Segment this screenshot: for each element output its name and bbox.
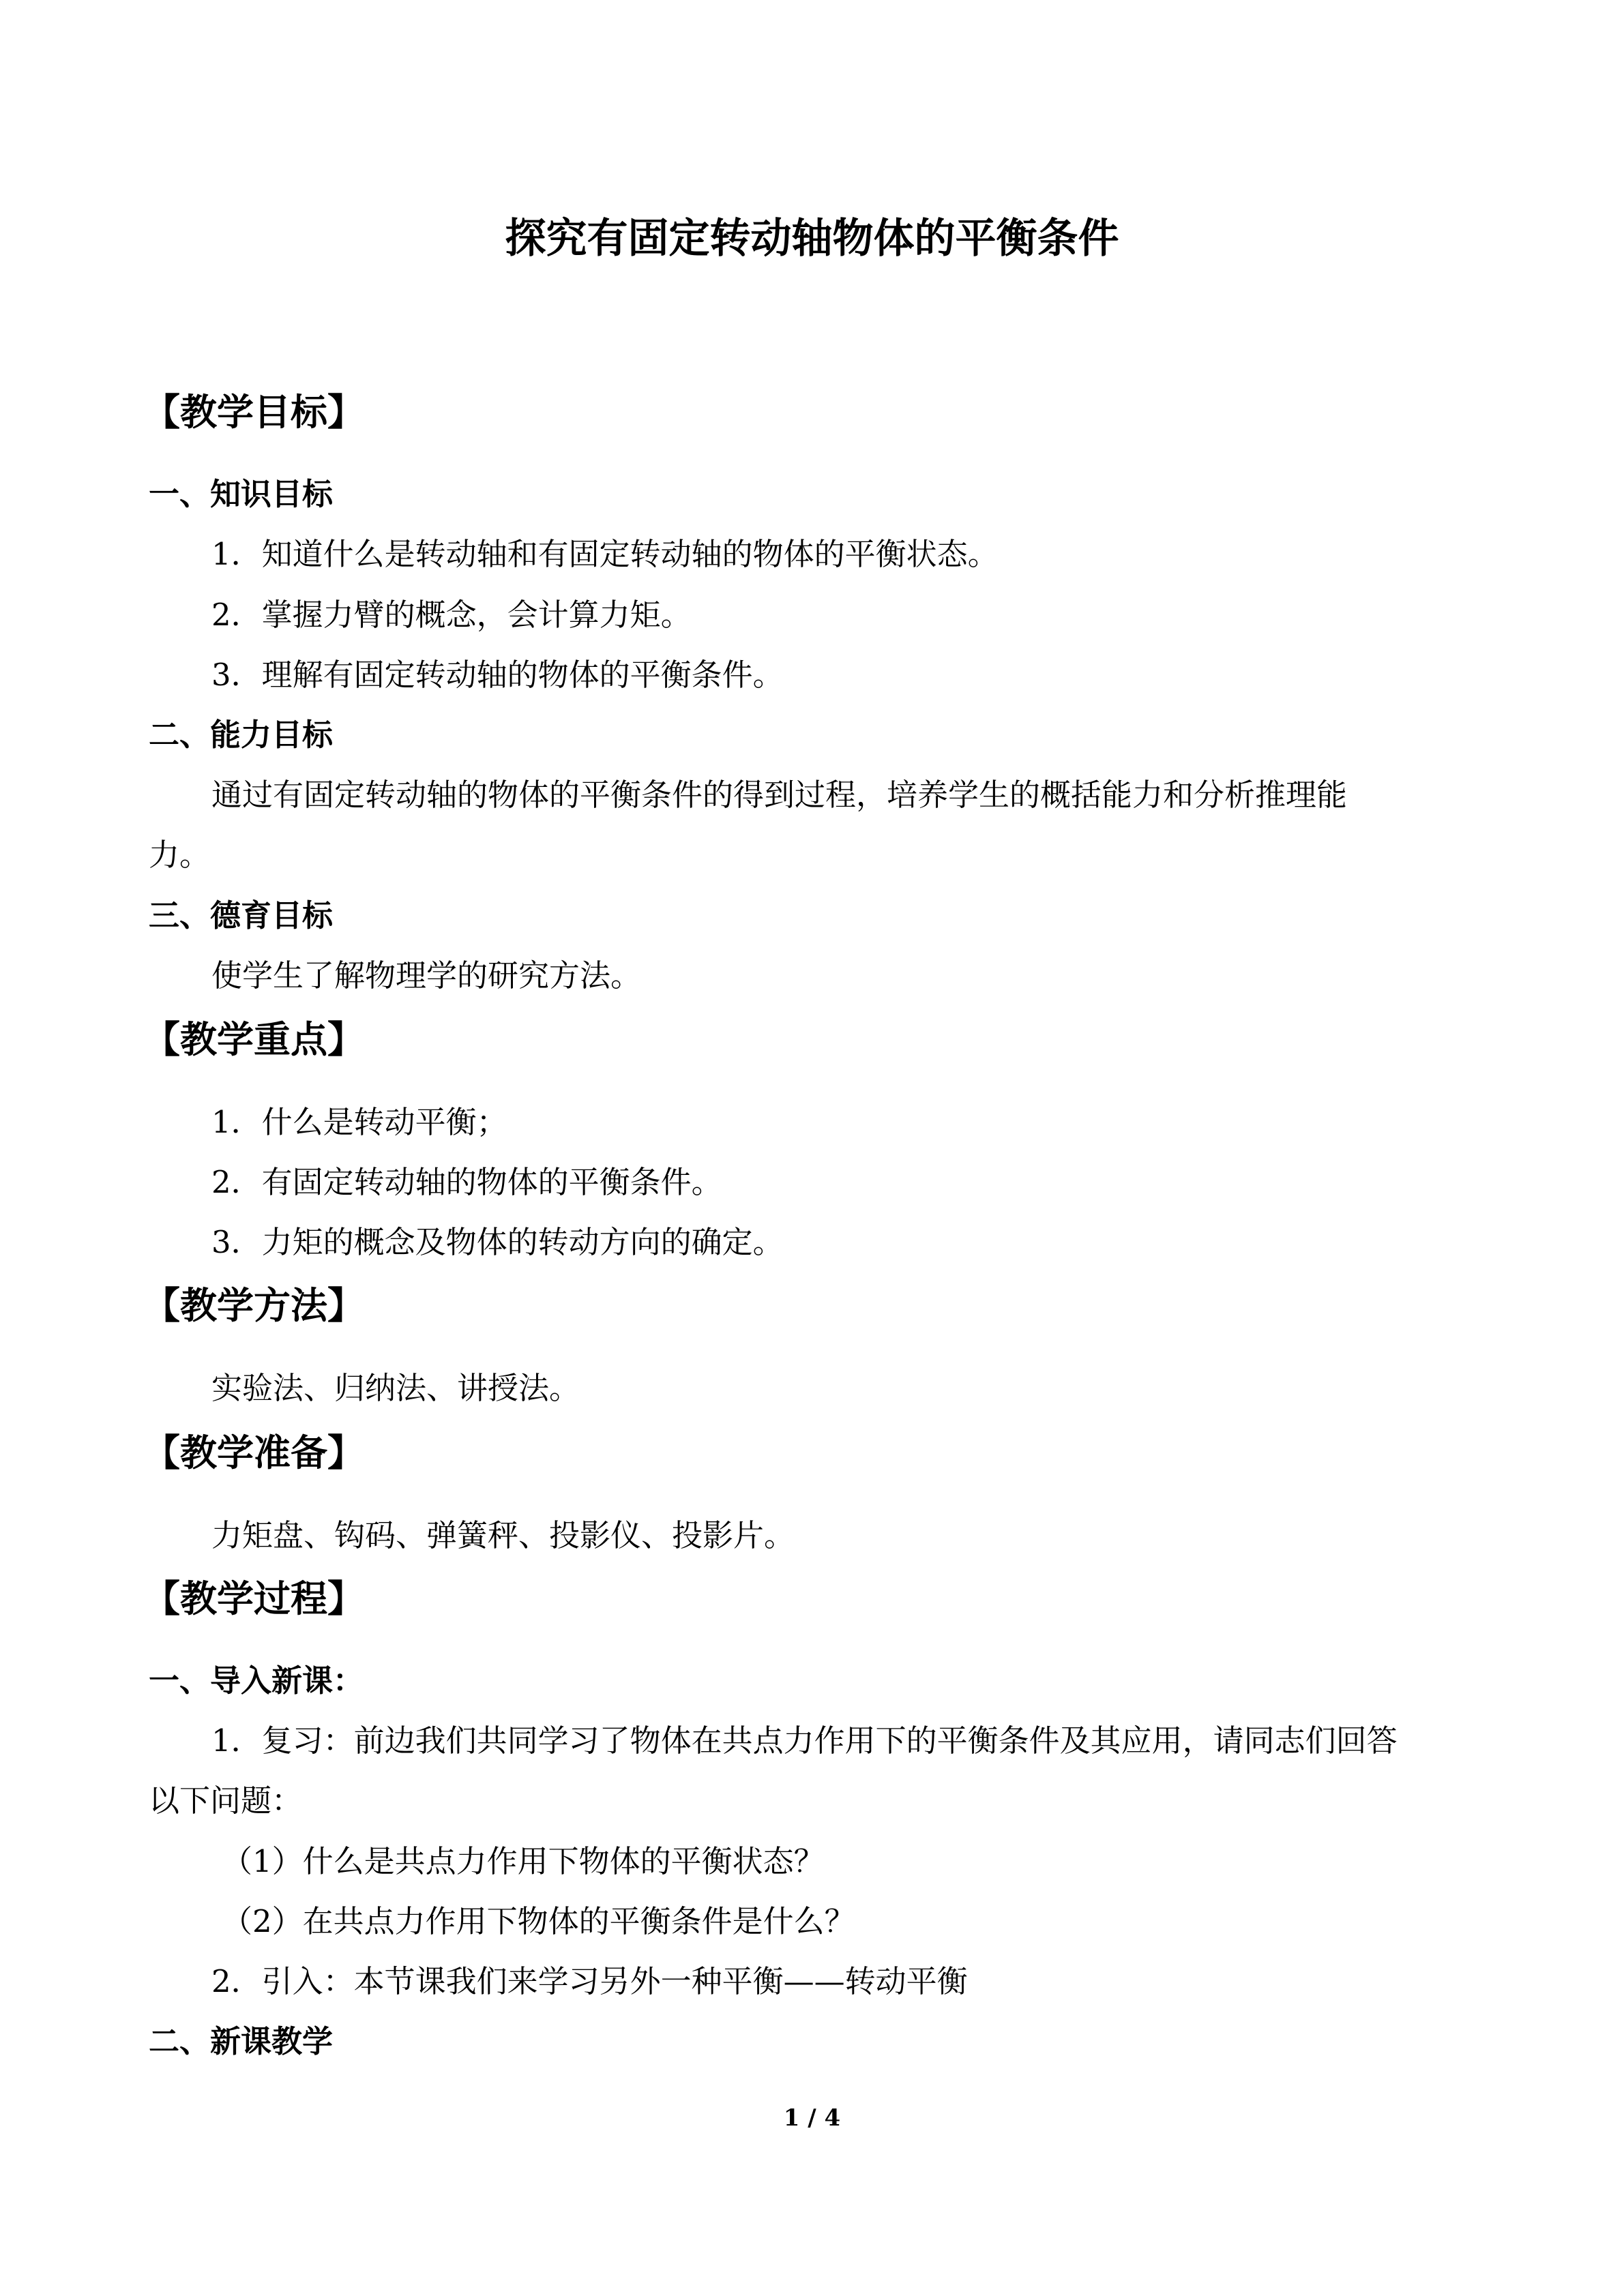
subheading-moral: 三、德育目标 [149, 897, 334, 934]
subheading-new-lesson: 二、新课教学 [149, 2023, 334, 2059]
page-title: 探究有固定转动轴物体的平衡条件 [505, 215, 1119, 263]
subheading-ability: 二、能力目标 [149, 717, 334, 753]
lead-in-text: 2．引入：本节课我们来学习另外一种平衡——转动平衡 [211, 1963, 968, 1999]
section-heading-process: 【教学过程】 [143, 1577, 364, 1620]
key-point-3: 3．力矩的概念及物体的转动方向的确定。 [211, 1224, 784, 1260]
subheading-intro: 一、导入新课： [149, 1663, 364, 1699]
key-point-1: 1．什么是转动平衡； [211, 1104, 507, 1140]
knowledge-item-2: 2．掌握力臂的概念，会计算力矩。 [211, 597, 692, 633]
question-2: （2）在共点力作用下物体的平衡条件是什么？ [222, 1903, 855, 1939]
question-1: （1）什么是共点力作用下物体的平衡状态？ [222, 1843, 825, 1879]
section-heading-key-points: 【教学重点】 [143, 1018, 364, 1061]
knowledge-item-3: 3．理解有固定转动轴的物体的平衡条件。 [211, 657, 784, 693]
section-heading-preparation: 【教学准备】 [143, 1431, 364, 1474]
preparation-text: 力矩盘、钩码、弹簧秤、投影仪、投影片。 [211, 1517, 795, 1553]
ability-text-line1: 通过有固定转动轴的物体的平衡条件的得到过程，培养学生的概括能力和分析推理能 [211, 777, 1348, 813]
review-text-line2: 以下问题： [149, 1783, 303, 1819]
key-point-2: 2．有固定转动轴的物体的平衡条件。 [211, 1164, 722, 1200]
moral-text: 使学生了解物理学的研究方法。 [211, 957, 642, 994]
section-heading-methods: 【教学方法】 [143, 1284, 364, 1327]
section-heading-objectives: 【教学目标】 [143, 391, 364, 434]
knowledge-item-1: 1．知道什么是转动轴和有固定转动轴的物体的平衡状态。 [211, 536, 999, 572]
subheading-knowledge: 一、知识目标 [149, 476, 334, 512]
review-text-line1: 1．复习：前边我们共同学习了物体在共点力作用下的平衡条件及其应用，请同志们回答 [211, 1723, 1398, 1759]
page-number: 1 / 4 [783, 2104, 841, 2132]
methods-text: 实验法、归纳法、讲授法。 [211, 1370, 580, 1406]
ability-text-line2: 力。 [149, 837, 211, 873]
